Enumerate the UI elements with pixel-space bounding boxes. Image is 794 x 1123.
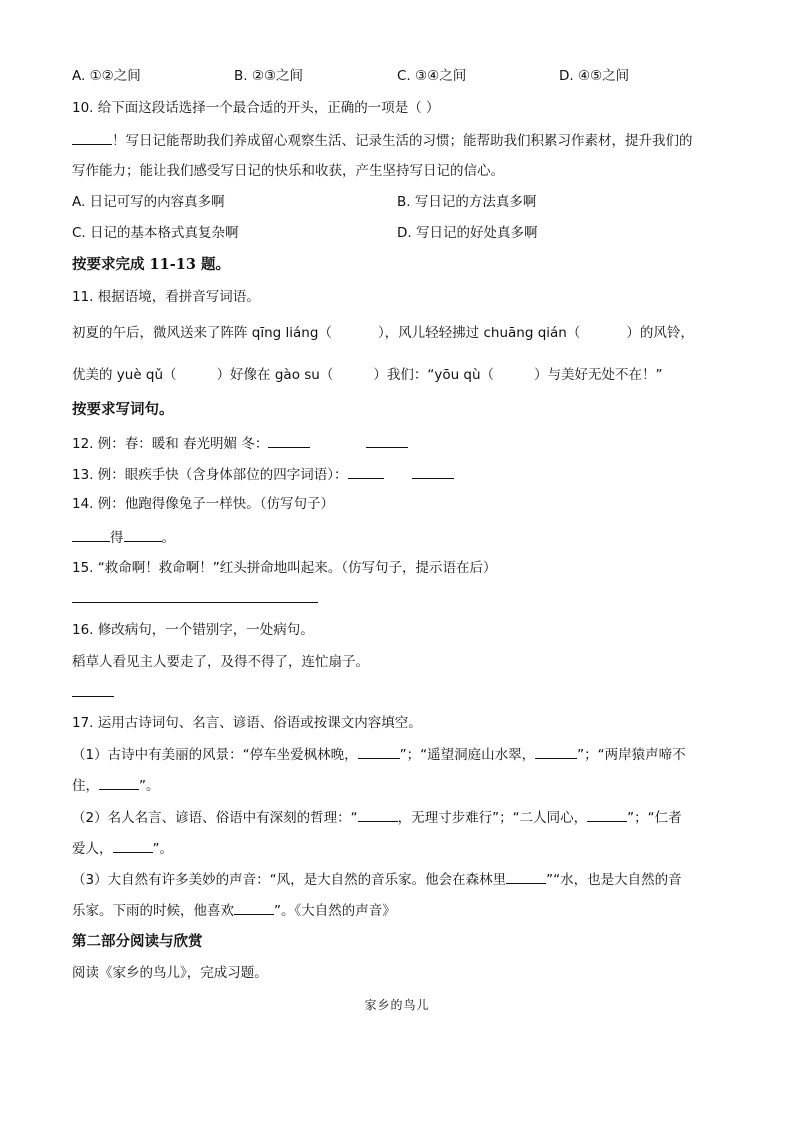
- q12-text: 12. 例：春：暖和 春光明媚 冬：: [72, 436, 269, 452]
- q10-paragraph-line2: 写作能力；能让我们感受写日记的快乐和收获，产生坚持写日记的信心。: [72, 163, 504, 179]
- q17-part3-line2: [72, 901, 396, 920]
- q17-text: （3）大自然有许多美妙的声音：“风，是大自然的音乐家。他会在森林里: [72, 872, 507, 888]
- q14-text: 得: [110, 530, 124, 546]
- part2-heading: 第二部分阅读与欣赏: [72, 933, 203, 950]
- q14-text: 。: [161, 530, 175, 546]
- q17-text: ”“水，也是大自然的音: [546, 872, 682, 888]
- q11-text: ）的风铃，: [626, 325, 694, 341]
- q17-text: ”。《大自然的声音》: [274, 903, 396, 919]
- q13-blank[interactable]: [412, 465, 454, 479]
- passage-title: 家乡的鸟儿: [364, 998, 430, 1012]
- q11-text: 初夏的午后，微风送来了阵阵 qīng liáng（: [72, 325, 332, 341]
- section-heading-11-13: 按要求完成 11-13 题。: [72, 256, 230, 273]
- q17-text: ”；“仁者: [627, 810, 682, 826]
- q13-line: [72, 465, 454, 484]
- q17-text: 乐家。下雨的时候，他喜欢: [72, 903, 234, 919]
- q14-blank[interactable]: [72, 528, 110, 542]
- q17-part2-line1: [72, 808, 682, 827]
- q14-answer-line: [72, 528, 175, 547]
- q10-stem: 10. 给下面这段话选择一个最合适的开头，正确的一项是（ ）: [72, 100, 440, 116]
- q17-blank[interactable]: [234, 901, 274, 915]
- q15-stem: 15. “救命啊！救命啊！”红头拼命地叫起来。（仿写句子，提示语在后）: [72, 560, 497, 576]
- q17-part1-line1: [72, 745, 686, 764]
- q17-blank[interactable]: [535, 745, 577, 759]
- q17-text: 住，: [72, 778, 99, 794]
- q12-blank[interactable]: [366, 434, 408, 448]
- q11-text: ）我们：“yōu qù（: [373, 367, 495, 383]
- q17-blank[interactable]: [587, 808, 627, 822]
- q14-stem: 14. 例：他跑得像兔子一样快。（仿写句子）: [72, 496, 335, 512]
- q16-stem: 16. 修改病句，一个错别字，一处病句。: [72, 622, 314, 638]
- q10-option-c: C. 日记的基本格式真复杂啊: [72, 225, 239, 241]
- q17-blank[interactable]: [113, 839, 153, 853]
- q10-blank[interactable]: [72, 131, 112, 145]
- q11-text: ）与美好无处不在！”: [534, 367, 663, 383]
- q11-stem: 11. 根据语境，看拼音写词语。: [72, 289, 260, 305]
- q9-option-c: C. ③④之间: [397, 68, 467, 84]
- q17-text: ”。: [152, 841, 173, 857]
- q9-option-a: A. ①②之间: [72, 68, 141, 84]
- q17-part3-line1: [72, 870, 682, 889]
- reading-instruction: 阅读《家乡的鸟儿》，完成习题。: [72, 965, 268, 981]
- q17-blank[interactable]: [358, 808, 398, 822]
- q11-text: ），风儿轻轻拂过 chuāng qián（: [377, 325, 581, 341]
- q11-text: ）好像在 gào su（: [216, 367, 334, 383]
- q13-text: 13. 例：眼疾手快（含身体部位的四字词语）：: [72, 467, 348, 483]
- q17-blank[interactable]: [358, 745, 400, 759]
- q13-blank[interactable]: [348, 465, 384, 479]
- q16-sentence: 稻草人看见主人要走了，及得不得了，连忙扇子。: [72, 654, 369, 670]
- q17-blank[interactable]: [506, 870, 546, 884]
- q11-line1: [72, 324, 694, 342]
- q17-part2-line2: [72, 839, 173, 858]
- q10-p1-text: ！写日记能帮助我们养成留心观察生活、记录生活的习惯；能帮助我们积累习作素材，提升我们的: [112, 133, 693, 149]
- q17-text: ”；“遥望洞庭山水翠，: [399, 747, 536, 763]
- q9-option-b: B. ②③之间: [234, 68, 304, 84]
- q17-text: ，无理寸步难行”；“二人同心，: [397, 810, 588, 826]
- q17-text: ”。: [139, 778, 160, 794]
- q17-text: ”；“两岸猿声啼不: [577, 747, 686, 763]
- q10-option-b: B. 写日记的方法真多啊: [397, 194, 537, 210]
- q10-paragraph-line1: [72, 131, 693, 150]
- q17-part1-line2: [72, 776, 160, 795]
- q10-option-d: D. 写日记的好处真多啊: [397, 225, 538, 241]
- q14-blank[interactable]: [124, 528, 162, 542]
- section-heading-words: 按要求写词句。: [72, 401, 174, 418]
- q17-text: 爱人，: [72, 841, 113, 857]
- q17-stem: 17. 运用古诗词句、名言、谚语、俗语或按课文内容填空。: [72, 715, 422, 731]
- q10-option-a: A. 日记可写的内容真多啊: [72, 194, 225, 210]
- q15-answer-line[interactable]: [72, 602, 318, 603]
- q17-text: （2）名人名言、谚语、俗语中有深刻的哲理：“: [72, 810, 358, 826]
- q17-text: （1）古诗中有美丽的风景：“停车坐爱枫林晚，: [72, 747, 358, 763]
- q11-text: 优美的 yuè qǔ（: [72, 367, 177, 383]
- q16-answer-line[interactable]: [72, 696, 114, 697]
- q9-option-d: D. ④⑤之间: [559, 68, 630, 84]
- q17-blank[interactable]: [99, 776, 139, 790]
- q12-line: [72, 434, 408, 453]
- q12-blank[interactable]: [268, 434, 310, 448]
- q11-line2: [72, 366, 663, 384]
